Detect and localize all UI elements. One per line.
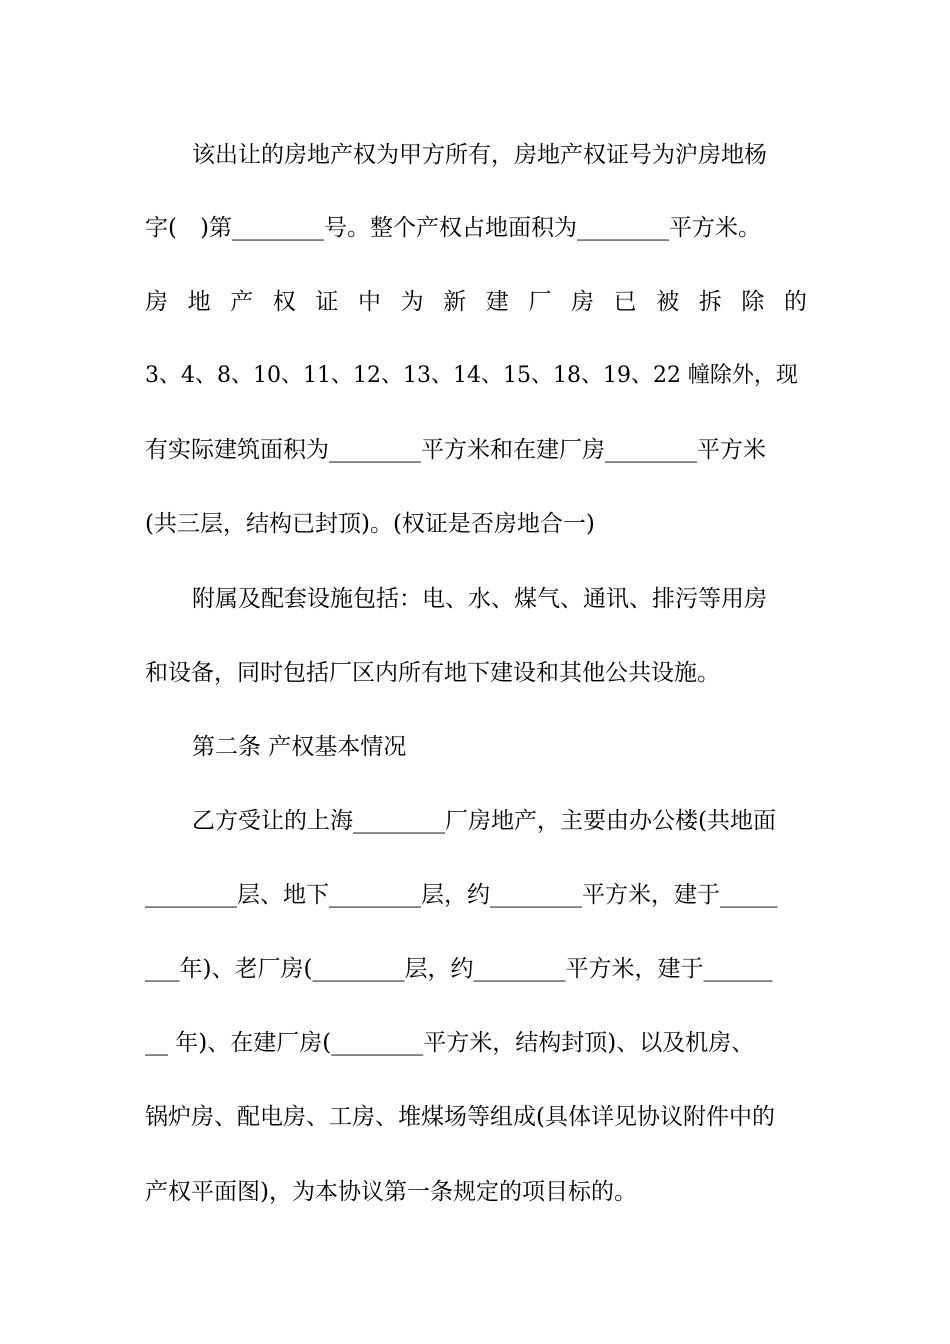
- paragraph-line-6: (共三层，结构已封顶)。(权证是否房地合一): [145, 511, 595, 537]
- paragraph-line-13: __ 年)、在建厂房(________平方米，结构封顶)、以及机房、: [145, 1030, 755, 1056]
- paragraph-line-14: 锅炉房、配电房、工房、堆煤场等组成(具体详见协议附件中的: [145, 1104, 775, 1130]
- paragraph-line-11: ________层、地下________层，约________平方米，建于_____: [145, 882, 778, 908]
- paragraph-line-7: 附属及配套设施包括：电、水、煤气、通讯、排污等用房: [192, 586, 767, 612]
- paragraph-line-10: 乙方受让的上海________厂房地产，主要由办公楼(共地面: [192, 808, 776, 834]
- paragraph-line-3: 房 地 产 权 证 中 为 新 建 厂 房 已 被 拆 除 的: [145, 289, 807, 315]
- paragraph-line-5: 有实际建筑面积为________平方米和在建厂房________平方米: [145, 437, 766, 463]
- paragraph-line-1: 该出让的房地产权为甲方所有，房地产权证号为沪房地杨: [192, 142, 767, 168]
- paragraph-line-4: 3、4、8、10、11、12、13、14、15、18、19、22 幢除外，现: [145, 363, 798, 388]
- paragraph-line-2: 字( )第________号。整个产权占地面积为________平方米。: [145, 215, 761, 241]
- paragraph-line-12: ___年)、老厂房(________层，约________平方米，建于______: [145, 956, 773, 982]
- section-heading: 第二条 产权基本情况: [192, 734, 407, 760]
- paragraph-line-15: 产权平面图)，为本协议第一条规定的项目标的。: [145, 1179, 637, 1205]
- paragraph-line-8: 和设备，同时包括厂区内所有地下建设和其他公共设施。: [145, 660, 720, 686]
